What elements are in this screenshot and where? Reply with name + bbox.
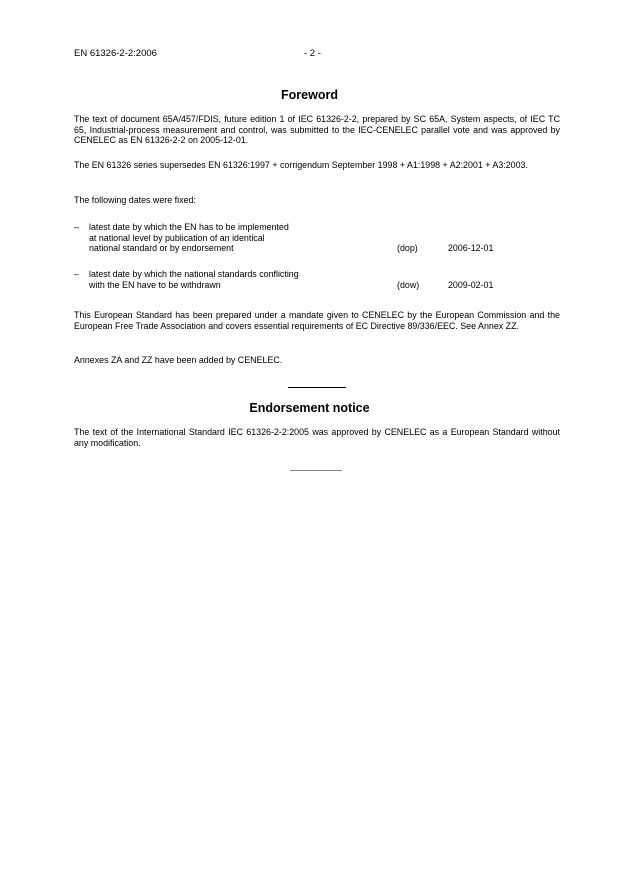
- foreword-paragraph-1: The text of document 65A/457/FDIS, future edition 1 of IEC 61326-2-2, prepared by SC 65A, System aspects, of IEC TC 65, Industrial-process measurement and control, was submitted to the IEC-CENELEC parallel vote and was approved by CENELEC as EN 61326-2-2 on 2005-12-01.: [74, 114, 560, 145]
- foreword-paragraph-4: This European Standard has been prepared under a mandate given to CENELEC by the European Commission and the European Free Trade Association and covers essential requirements of EC Directive 89/336/EEC. See Annex ZZ.: [74, 310, 560, 331]
- endorsement-title: Endorsement notice: [249, 401, 370, 415]
- foreword-paragraph-2: The EN 61326 series supersedes EN 61326:1997 + corrigendum September 1998 + A1:1998 + A2:2001 + A3:2003.: [74, 160, 528, 170]
- dates-list-bullet: –: [74, 222, 79, 232]
- dates-list-item-line: national standard or by endorsement: [89, 243, 234, 253]
- document-id: EN 61326-2-2:2006: [74, 48, 157, 59]
- section-divider: [288, 387, 346, 388]
- dates-list-item-line: at national level by publication of an identical: [89, 232, 265, 243]
- dates-list-item-text: [89, 222, 359, 254]
- end-divider: [290, 470, 342, 471]
- date-value-dop: 2006-12-01: [448, 243, 494, 253]
- dates-list-item-line: with the EN have to be withdrawn: [89, 279, 221, 290]
- dates-list-item-line: latest date by which the EN has to be implemented: [89, 222, 289, 232]
- date-code-dow: (dow): [397, 280, 420, 290]
- date-code-dop: (dop): [397, 243, 418, 253]
- page-number: - 2 -: [304, 48, 321, 59]
- dates-list-item-text: [89, 269, 359, 290]
- dates-list-bullet: –: [74, 269, 79, 279]
- endorsement-paragraph: The text of the International Standard IEC 61326-2-2:2005 was approved by CENELEC as a European Standard without any modification.: [74, 427, 560, 448]
- foreword-title: Foreword: [281, 88, 338, 102]
- foreword-paragraph-5: Annexes ZA and ZZ have been added by CENELEC.: [74, 355, 283, 365]
- foreword-paragraph-3: The following dates were fixed:: [74, 195, 196, 205]
- dates-list-item-line: latest date by which the national standards conflicting: [89, 269, 299, 279]
- date-value-dow: 2009-02-01: [448, 280, 494, 290]
